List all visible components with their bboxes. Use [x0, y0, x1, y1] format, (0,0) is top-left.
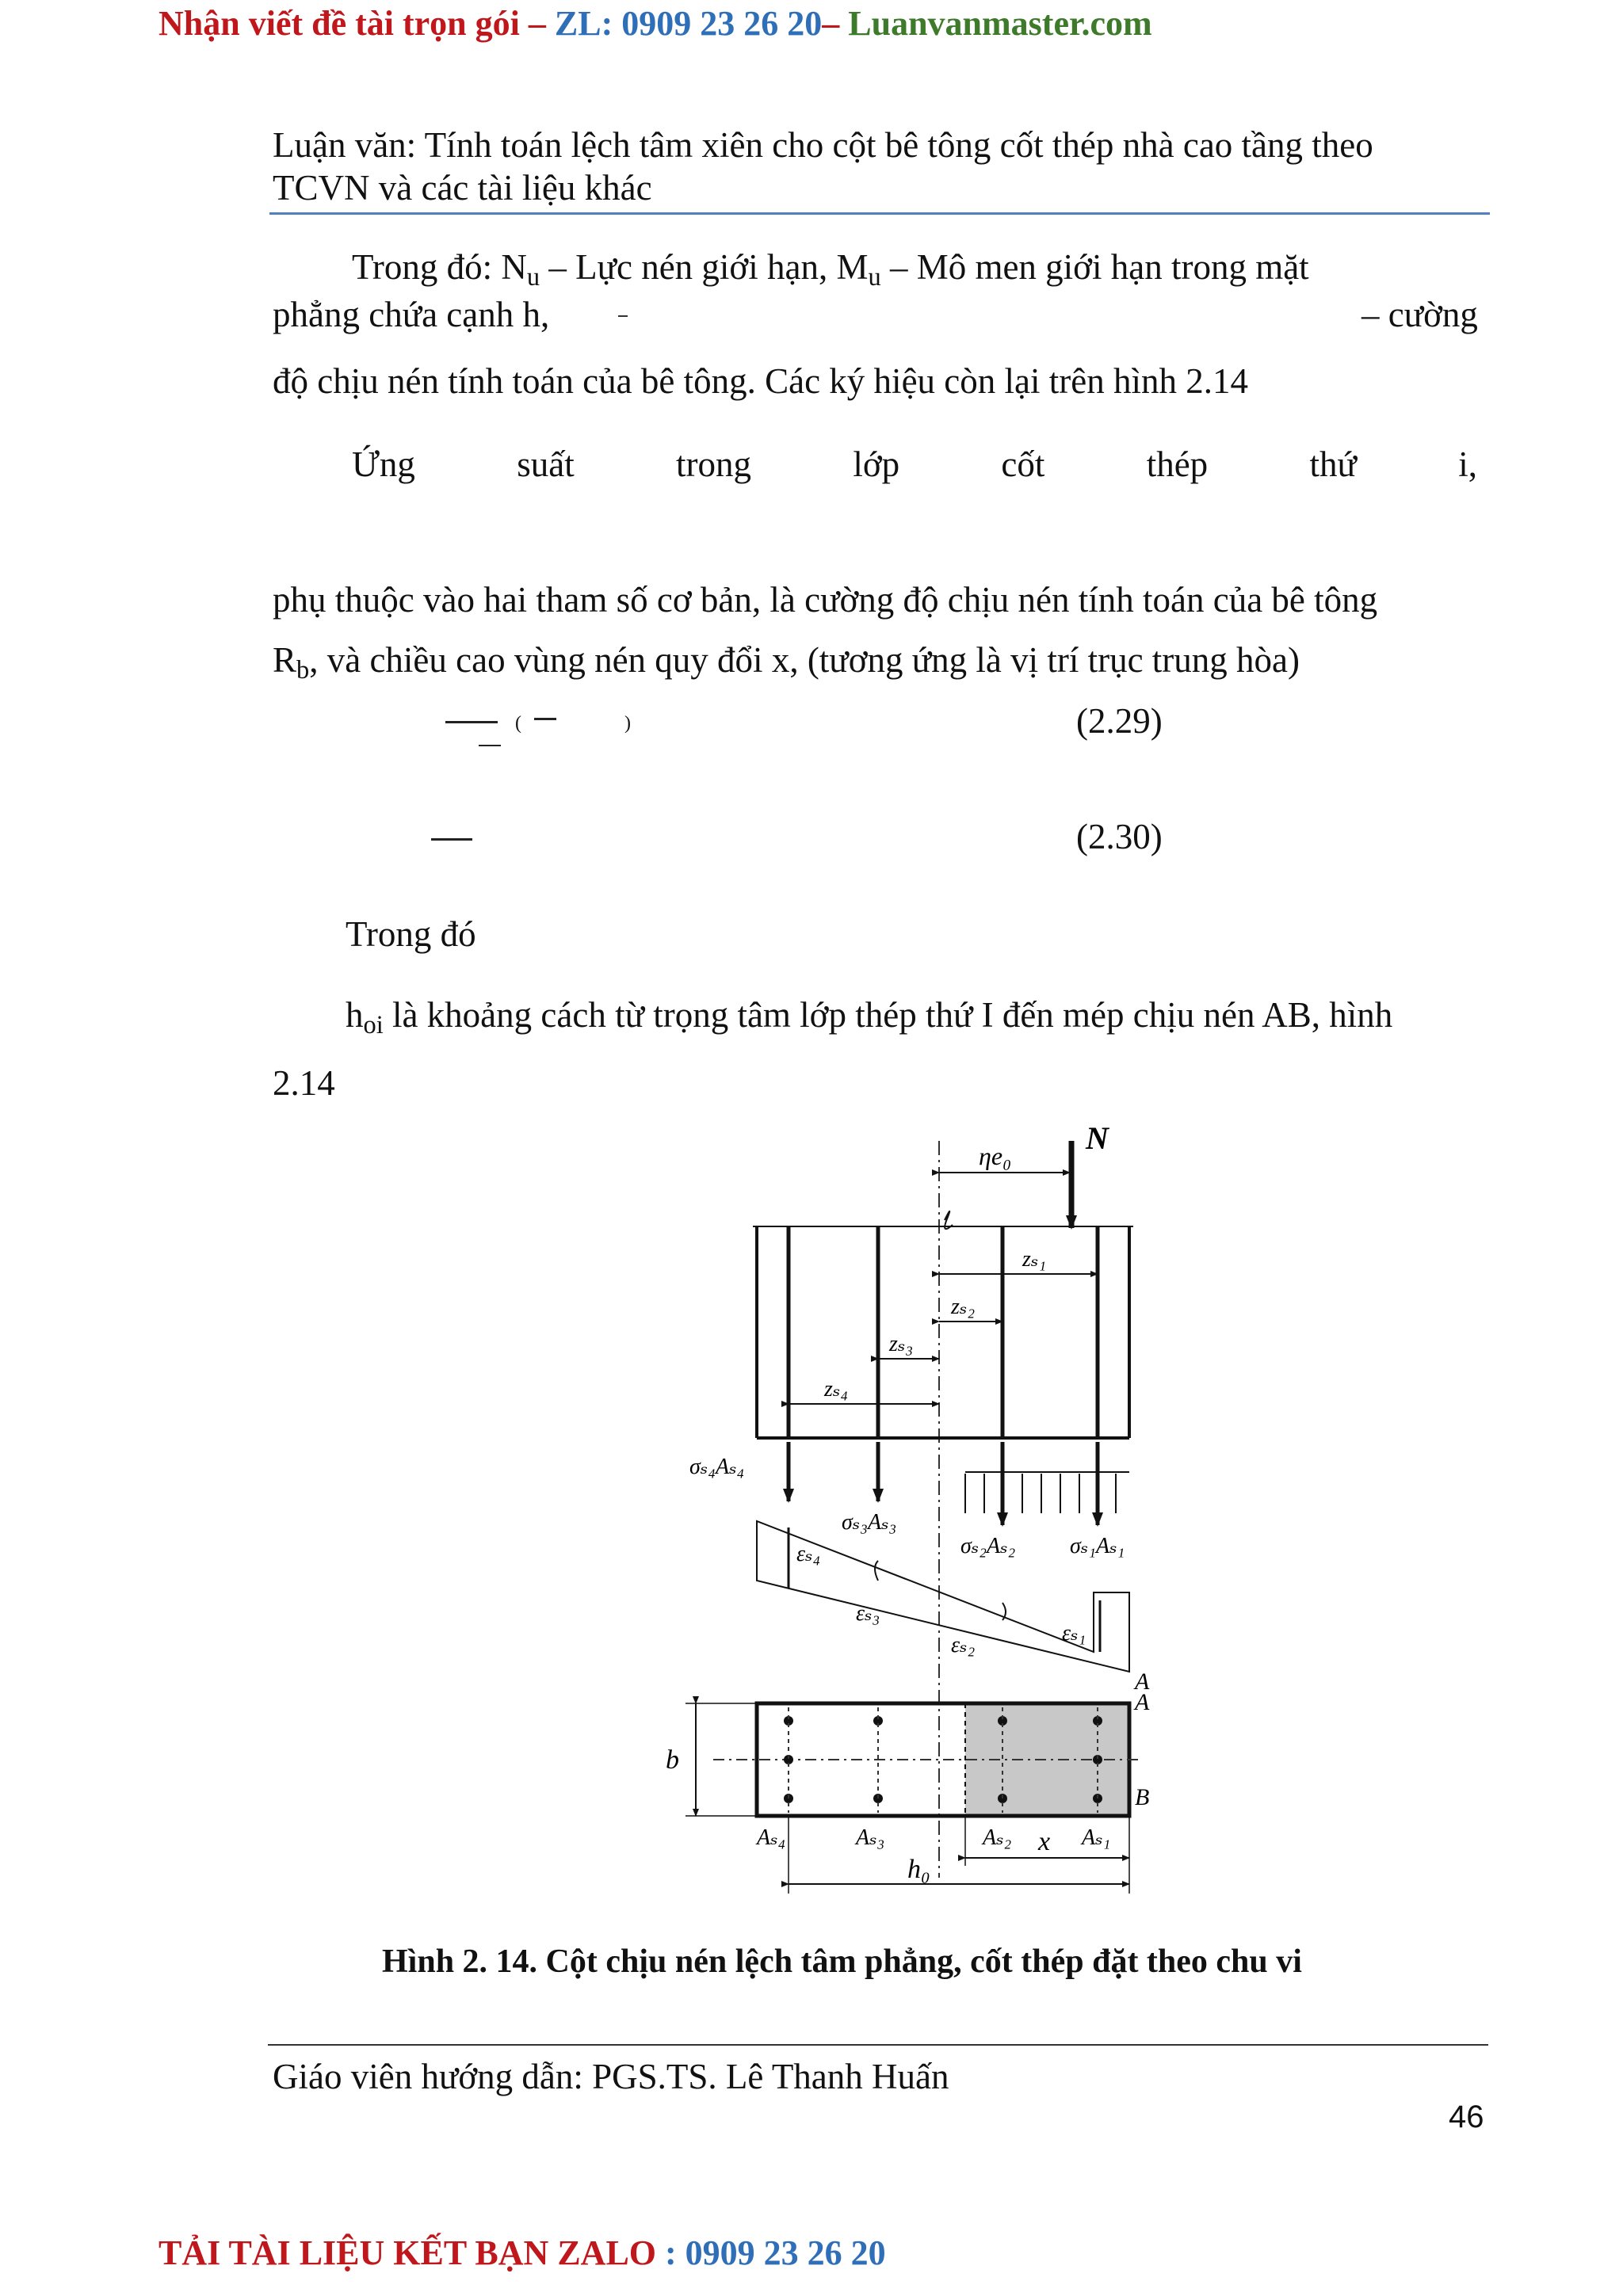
para3-h-line: $h_{oi}$ là khoảng cách từ trọng tâm lớp thép thứ I đến mép chịu nén AB, hình — [346, 995, 1393, 1040]
banner-service-text: Nhận viết đề tài trọn gói — [158, 4, 520, 43]
para1-line-1: Trong đó: $N_u$ – Lực nén giới hạn, $M_u$ – Mô men giới hạn trong mặt — [352, 247, 1309, 292]
x-label: x — [1038, 1827, 1051, 1856]
eta-e0-label: ηe₀ — [979, 1142, 1012, 1170]
para2-line-3: $R_b$, và chiều cao vùng nén quy đổi x, (tương ứng là vị trí trục trung hòa) — [273, 640, 1300, 685]
supervisor-line: Giáo viên hướng dẫn: PGS.TS. Lê Thanh Huấn — [273, 2057, 949, 2096]
header-rule — [269, 212, 1490, 215]
para3-h-cont: 2.14 — [273, 1063, 335, 1103]
top-banner — [158, 3, 1152, 44]
figure-caption: Hình 2. 14. Cột chịu nén lệch tâm phẳng, cốt thép đặt theo chu vi — [382, 1943, 1302, 1980]
stress-block-arrows — [965, 1474, 1116, 1513]
page-number: 46 — [1449, 2100, 1484, 2134]
banner-zalo-phone: ZL: 0909 23 26 20 — [554, 4, 823, 43]
s1a1-label: σₛ₁Aₛ₁ — [1070, 1534, 1125, 1558]
eq-2-29-paren-close: ) — [624, 713, 631, 734]
para3-where: Trong đó — [346, 914, 476, 954]
para2-justified-line: Ứng suất trong lớp cốt thép thứ i, — [352, 444, 1477, 484]
force-n-label: N — [1086, 1125, 1109, 1156]
e3-label: εₛ₃ — [856, 1601, 880, 1626]
eq-2-30-fraction-bar — [431, 838, 472, 841]
point-a-label: A — [1135, 1689, 1150, 1715]
eq-2-29-paren-open: ( — [515, 713, 521, 734]
formula-dash — [618, 315, 628, 317]
strain-e3-arc — [875, 1561, 878, 1581]
bottom-banner-phone: : 0909 23 26 20 — [656, 2233, 886, 2272]
eq-2-29-underbar — [479, 745, 501, 746]
as3-label: Aₛ₃ — [856, 1825, 885, 1850]
as4-label: Aₛ₄ — [757, 1825, 786, 1850]
para1-line-3: độ chịu nén tính toán của bê tông. Các ký hiệu còn lại trên hình 2.14 — [273, 361, 1248, 401]
s3a3-label: σₛ₃Aₛ₃ — [842, 1510, 897, 1535]
para2-line-2: phụ thuộc vào hai tham số cơ bản, là cường độ chịu nén tính toán của bê tông — [273, 580, 1378, 620]
banner-separator: – — [519, 4, 555, 43]
as1-label: Aₛ₁ — [1082, 1825, 1111, 1850]
para1-line-2-left: phẳng chứa cạnh h, — [273, 295, 550, 334]
point-b-label: B — [1135, 1784, 1150, 1810]
zs1-label: zₛ₁ — [1022, 1247, 1047, 1272]
footer-rule — [268, 2044, 1488, 2046]
b-label: b — [666, 1745, 679, 1775]
point-a-upper-label: A — [1135, 1669, 1150, 1695]
eq-2-29-fraction-bar — [445, 721, 498, 723]
bottom-banner-text: TẢI TÀI LIỆU KẾT BẠN ZALO — [158, 2233, 657, 2272]
h0-label: h₀ — [907, 1855, 930, 1884]
s2a2-label: σₛ₂Aₛ₂ — [960, 1534, 1016, 1558]
zs2-label: zₛ₂ — [951, 1295, 976, 1319]
banner-website: Luanvanmaster.com — [848, 4, 1152, 43]
header-line-2: TCVN và các tài liệu khác — [273, 168, 652, 208]
e1-label: εₛ₁ — [1062, 1621, 1086, 1646]
header-line-1: Luận văn: Tính toán lệch tâm xiên cho cột bê tông cốt thép nhà cao tầng theo — [273, 125, 1373, 165]
e2-label: εₛ₂ — [951, 1633, 976, 1657]
e4-label: εₛ₄ — [796, 1542, 821, 1566]
zs4-label: zₛ₄ — [824, 1377, 849, 1402]
bottom-banner — [158, 2233, 886, 2273]
as2-label: Aₛ₂ — [983, 1825, 1012, 1850]
eq-2-30-number: (2.30) — [1076, 817, 1163, 856]
s4a4-label: σₛ₄Aₛ₄ — [689, 1455, 745, 1479]
zs3-label: zₛ₃ — [889, 1332, 914, 1356]
eq-2-29-minus — [534, 718, 556, 720]
figure-2-14-column-diagram — [666, 1125, 1189, 1917]
banner-separator: – — [822, 4, 849, 43]
para1-line-2-right: – cường — [1361, 295, 1478, 334]
eq-2-29-number: (2.29) — [1076, 701, 1163, 741]
